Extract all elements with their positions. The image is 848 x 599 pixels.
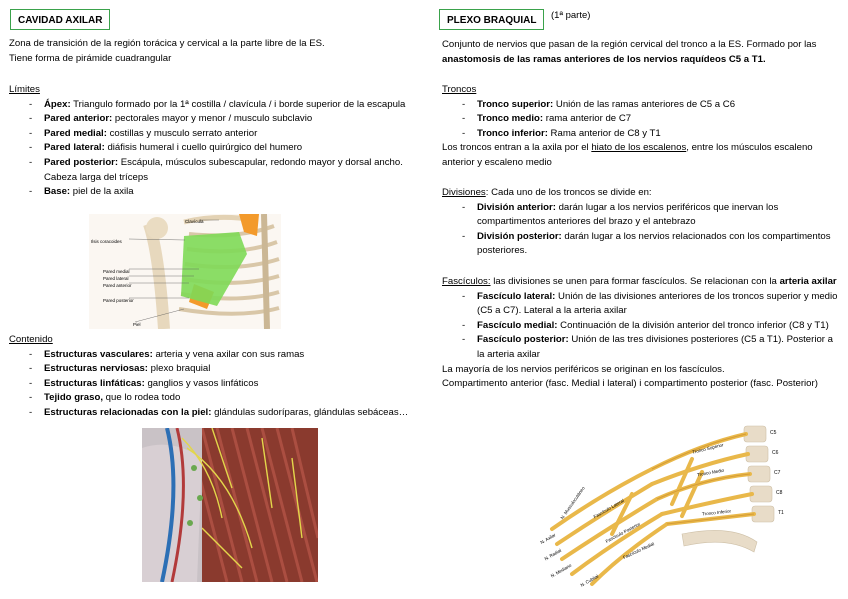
item-text: glándulas sudoríparas, glándulas sebáceas…	[211, 406, 409, 418]
trunks-list	[442, 98, 842, 142]
item-term: Base:	[44, 186, 71, 198]
trunks-section	[442, 83, 842, 171]
list-item	[442, 98, 842, 113]
section-title-plexo-braquial: PLEXO BRAQUIAL	[439, 9, 544, 30]
item-text: Unión de las ramas anteriores de C5 a C6	[553, 98, 736, 110]
fascicles-list	[442, 290, 842, 363]
list-item	[9, 377, 409, 392]
item-term: Tronco medio:	[477, 113, 544, 125]
plexus-label: N. Cubital	[579, 573, 600, 588]
fascicles-intro-text: las divisiones se unen para formar fascículos. Se relacionan con la	[490, 276, 780, 287]
item-term: División anterior:	[477, 201, 556, 213]
axilla-dissection-figure	[142, 428, 318, 582]
plexus-label: N. Mediano	[549, 562, 573, 579]
plexus-intro	[442, 38, 842, 67]
list-item	[442, 319, 842, 334]
figure-label: Ilsis coracoides	[91, 239, 122, 244]
plexus-label: Fascículo Medial	[622, 541, 655, 560]
brachial-plexus-figure	[532, 424, 807, 589]
intro-bold-text: anastomosis de las ramas anteriores de los nervios raquídeos C5 a T1.	[442, 53, 766, 65]
item-term: Pared medial:	[44, 127, 107, 139]
plexus-label: C6	[772, 450, 779, 456]
limits-heading: Límites	[9, 84, 40, 95]
closing-line: Compartimento anterior (fasc. Medial i lateral) i compartimento posterior (fasc. Posterior)	[442, 378, 818, 390]
note-text: Los troncos entran a la axila por el	[442, 142, 592, 154]
figure-label: Clavícula	[185, 219, 204, 224]
list-item	[9, 348, 409, 363]
figure-label: Pared lateral	[103, 276, 129, 281]
list-item	[442, 333, 842, 362]
plexus-label: Fascículo Posterior	[604, 521, 642, 544]
intro-line: Zona de transición de la región torácica y cervical a la parte libre de la ES.	[9, 38, 325, 49]
item-text: darán lugar a los nervios relacionados con los compartimentos posteriores.	[477, 230, 831, 257]
item-term: Ápex:	[44, 98, 71, 110]
item-text: Rama anterior de C8 y T1	[547, 127, 661, 139]
intro-paragraph	[442, 38, 842, 67]
list-item	[442, 201, 842, 230]
axilla-walls-figure	[89, 214, 281, 329]
item-term: Tronco inferior:	[477, 127, 548, 139]
intro-line: Tiene forma de pirámide cuadrangular	[9, 52, 172, 64]
fascicles-intro	[442, 275, 842, 290]
plexus-label: C7	[774, 470, 781, 476]
list-item	[9, 185, 409, 200]
item-text: rama anterior de C7	[543, 113, 632, 125]
section-title-cavidad-axilar: CAVIDAD AXILAR	[10, 9, 110, 30]
item-term: Estructuras nerviosas:	[44, 363, 148, 375]
item-text: piel de la axila	[70, 186, 134, 198]
plexus-label: Tronco Medio	[696, 467, 725, 478]
item-term: Fascículo medial:	[477, 319, 558, 331]
contents-list	[9, 348, 409, 421]
plexus-label: N. Radial	[543, 547, 563, 562]
plexus-label: Fascículo Lateral	[592, 497, 625, 520]
item-text: diáfisis humeral i cuello quirúrgico del humero	[104, 142, 303, 154]
item-text: Unión de las divisiones anteriores de los troncos superior y medio (C5 a C7). Lateral a la arteria axilar	[477, 290, 838, 317]
intro-text: Conjunto de nervios que pasan de la región cervical del tronco a la ES. Formado por las	[442, 39, 817, 50]
list-item	[442, 290, 842, 319]
divisions-intro	[442, 186, 842, 201]
item-text: Continuación de la división anterior del tronco inferior (C8 y T1)	[557, 319, 829, 331]
list-item	[9, 391, 409, 406]
item-text: Unión de las tres divisiones posteriores (C5 a T1). Posterior a la arteria axilar	[477, 334, 834, 360]
item-term: Pared lateral:	[44, 142, 105, 154]
list-item	[442, 127, 842, 142]
plexus-label: T1	[778, 510, 784, 516]
item-term: Estructuras vasculares:	[44, 348, 153, 360]
divisions-section	[442, 186, 842, 259]
closing-line: La mayoría de los nervios periféricos se originan en los fascículos.	[442, 363, 725, 375]
trunks-note	[442, 141, 842, 170]
arteria-axilar-text: arteria axilar	[779, 276, 837, 287]
list-item	[9, 98, 409, 113]
item-text: darán lugar a los nervios periféricos que inervan los compartimentos anteriores del brazo y el antebrazo	[477, 201, 779, 228]
item-term: Pared anterior:	[44, 113, 113, 125]
note-text: , entre los músculos escaleno anterior y escaleno medio	[442, 142, 813, 168]
item-text: Triangulo formado por la 1ª costilla / clavícula / i borde superior de la escapula	[70, 98, 406, 110]
trunks-heading: Troncos	[442, 84, 477, 95]
list-item	[442, 112, 842, 127]
item-text: arteria y vena axilar con sus ramas	[152, 348, 305, 360]
plexus-label: Tronco Superior	[691, 442, 725, 455]
plexus-label: Tronco Inferior	[701, 508, 732, 517]
plexus-label: N. Musculocutáneo	[559, 485, 586, 521]
item-text: ganglios y vasos linfáticos	[144, 377, 259, 389]
item-text: Escápula, músculos subescapular, redondo mayor y dorsal ancho. Cabeza larga del tríceps	[44, 156, 403, 183]
item-term: Fascículo posterior:	[477, 334, 569, 346]
list-item	[9, 141, 409, 156]
plexus-label: C8	[776, 490, 783, 496]
contents-heading: Contenido	[9, 334, 53, 345]
figure-label: Pared medial	[103, 269, 130, 274]
list-item	[9, 112, 409, 127]
axilla-dissection-illustration	[142, 428, 318, 582]
divisions-heading: Divisiones	[442, 187, 486, 198]
figure-label: Pared anterior	[103, 283, 132, 288]
item-term: Estructuras relacionadas con la piel:	[44, 406, 212, 418]
list-item	[442, 230, 842, 259]
hiato-escalenos-text: hiato de los escalenos	[591, 142, 687, 154]
contents-section	[9, 333, 409, 421]
list-item	[9, 127, 409, 142]
item-term: Pared posterior:	[44, 156, 119, 168]
fascicles-heading: Fascículos:	[442, 276, 491, 287]
item-text: que lo rodea todo	[103, 392, 181, 404]
figure-label: Piel	[133, 322, 141, 327]
list-item	[9, 406, 409, 421]
divisions-list	[442, 201, 842, 259]
item-term: Tejido graso,	[44, 392, 103, 404]
divisions-intro-text: : Cada uno de los troncos se divide en:	[485, 187, 652, 198]
item-term: Tronco superior:	[477, 98, 554, 110]
item-term: División posterior:	[477, 230, 562, 242]
limits-list	[9, 98, 409, 200]
item-text: plexo braquial	[147, 363, 211, 375]
list-item	[9, 156, 409, 185]
item-term: Fascículo lateral:	[477, 290, 556, 302]
item-text: pectorales mayor y menor / musculo subclavio	[112, 113, 313, 125]
plexus-label: N. Axilar	[539, 532, 557, 545]
title-note: (1ª parte)	[551, 10, 591, 21]
plexus-label: C5	[770, 430, 777, 436]
figure-label: Pared posterior	[103, 298, 134, 303]
item-term: Estructuras linfáticas:	[44, 377, 145, 389]
intro-paragraph	[9, 37, 409, 66]
item-text: costillas y musculo serrato anterior	[106, 127, 258, 139]
limits-section	[9, 83, 409, 200]
fascicles-section	[442, 275, 842, 392]
list-item	[9, 362, 409, 377]
